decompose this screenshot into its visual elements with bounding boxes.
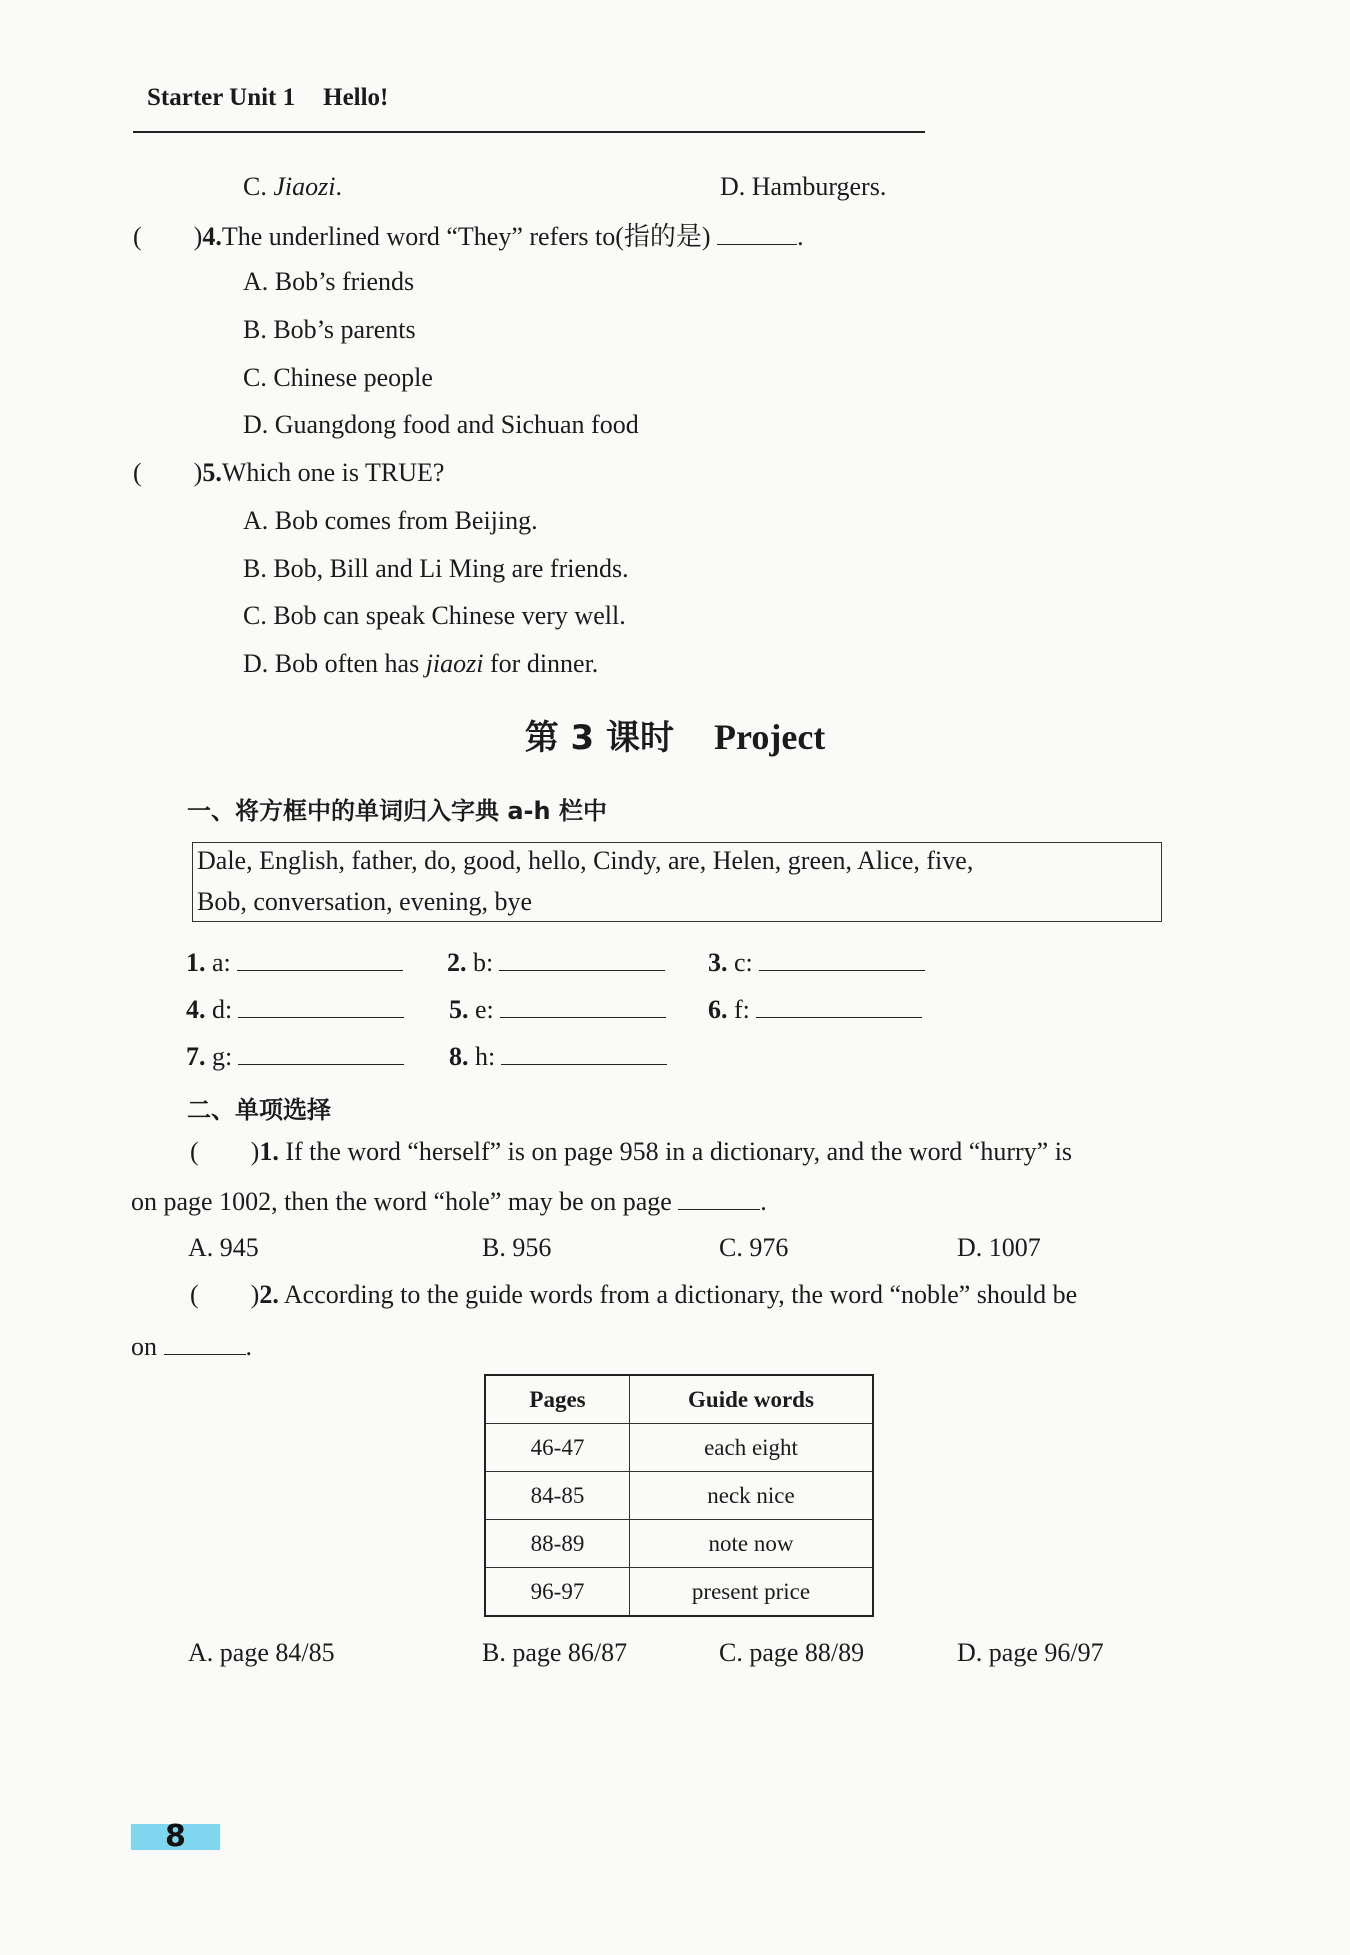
slot-e-blank[interactable] — [500, 997, 666, 1018]
slot-a — [186, 948, 403, 978]
p2-q1-number: 1. — [259, 1137, 279, 1166]
slot-f — [708, 995, 922, 1025]
page-number-badge — [131, 1819, 220, 1854]
q4-option-c: C. Chinese people — [243, 363, 433, 392]
table-header-guide-words: Guide words — [630, 1375, 874, 1424]
section-title-cn: 第 3 课时 — [524, 718, 675, 758]
slot-f-num: 6. — [708, 995, 728, 1024]
slot-f-blank[interactable] — [756, 997, 922, 1018]
slot-h-num: 8. — [449, 1042, 469, 1071]
section-title-en: Project — [714, 717, 826, 757]
table-header-row — [485, 1375, 873, 1424]
q4-answer-blank[interactable] — [717, 220, 797, 245]
p2-q1-end: . — [760, 1187, 767, 1216]
section-title — [0, 710, 1350, 759]
q5-answer-paren: ( ) — [133, 458, 203, 487]
part1-heading: 一、将方框中的单词归入字典 a-h 栏中 — [187, 797, 607, 825]
p2-q2-option-c: C. page 88/89 — [719, 1638, 865, 1667]
word-box-line-2: Bob, conversation, evening, bye — [197, 887, 533, 916]
p2-q1-answer-blank[interactable] — [678, 1185, 760, 1210]
p2-q1-option-c: C. 976 — [719, 1233, 789, 1262]
slot-b-num: 2. — [447, 948, 467, 977]
slot-a-blank[interactable] — [237, 950, 403, 971]
slot-a-num: 1. — [186, 948, 206, 977]
slot-d-blank[interactable] — [238, 997, 404, 1018]
table-cell-guide-words: each eight — [630, 1424, 874, 1472]
q5-stem: Which one is TRUE? — [221, 458, 445, 487]
p2-q2-paren: ( ) — [190, 1280, 260, 1309]
table-cell-guide-words: present price — [630, 1568, 874, 1617]
table-cell-pages: 88-89 — [485, 1520, 630, 1568]
p2-q2-number: 2. — [259, 1280, 279, 1309]
p2-q1-stem-2: on page 1002, then the word “hole” may be on page — [131, 1187, 672, 1216]
guide-words-table — [484, 1374, 874, 1617]
q5-option-c: C. Bob can speak Chinese very well. — [243, 601, 626, 630]
header-rule — [133, 131, 925, 133]
word-box — [192, 842, 1162, 922]
q5-option-d-post: for dinner. — [483, 649, 599, 678]
q5-question — [133, 458, 444, 488]
p2-q1-paren: ( ) — [190, 1137, 260, 1166]
q3-option-d: D. Hamburgers. — [720, 172, 887, 201]
slot-f-letter: f: — [734, 995, 750, 1024]
p2-q2-option-a: A. page 84/85 — [188, 1638, 335, 1667]
p2-q2-line1 — [190, 1280, 1077, 1310]
q4-answer-paren: ( ) — [133, 222, 203, 251]
q5-option-b: B. Bob, Bill and Li Ming are friends. — [243, 554, 629, 583]
p2-q1-option-d: D. 1007 — [957, 1233, 1041, 1262]
p2-q1-option-b: B. 956 — [482, 1233, 552, 1262]
q4-option-d: D. Guangdong food and Sichuan food — [243, 410, 639, 439]
q3-option-c — [243, 172, 342, 202]
table-cell-pages: 96-97 — [485, 1568, 630, 1617]
p2-q2-option-d: D. page 96/97 — [957, 1638, 1104, 1667]
slot-b-blank[interactable] — [499, 950, 665, 971]
slot-a-letter: a: — [212, 948, 231, 977]
p2-q2-answer-blank[interactable] — [164, 1330, 246, 1355]
slot-g — [186, 1042, 404, 1072]
q5-option-d-italic: jiaozi — [425, 649, 484, 678]
p2-q2-option-b: B. page 86/87 — [482, 1638, 628, 1667]
p2-q2-stem-1: According to the guide words from a dictionary, the word “noble” should be — [283, 1280, 1078, 1309]
slot-e-num: 5. — [449, 995, 469, 1024]
q4-stem: The underlined word “They” refers to(指的是) — [221, 222, 711, 251]
p2-q1-line2 — [131, 1185, 767, 1217]
header-unit: Starter Unit 1 — [147, 84, 296, 111]
table-row — [485, 1472, 873, 1520]
p2-q2-line2 — [131, 1330, 252, 1362]
q3-option-c-text: C. Jiaozi. — [243, 172, 342, 201]
slot-b — [447, 948, 665, 978]
slot-c-blank[interactable] — [759, 950, 925, 971]
slot-h-blank[interactable] — [501, 1044, 667, 1065]
slot-e-letter: e: — [475, 995, 494, 1024]
table-cell-pages: 84-85 — [485, 1472, 630, 1520]
slot-c-num: 3. — [708, 948, 728, 977]
slot-g-blank[interactable] — [238, 1044, 404, 1065]
p2-q1-line1 — [190, 1137, 1072, 1167]
q4-number: 4. — [202, 222, 222, 251]
slot-h — [449, 1042, 667, 1072]
q4-option-b: B. Bob’s parents — [243, 315, 416, 344]
q4-option-a: A. Bob’s friends — [243, 267, 415, 296]
slot-h-letter: h: — [475, 1042, 496, 1071]
page-number: 8 — [165, 1819, 186, 1854]
header-title: Hello! — [323, 84, 389, 111]
slot-d-letter: d: — [212, 995, 233, 1024]
slot-g-num: 7. — [186, 1042, 206, 1071]
p2-q2-end: . — [245, 1332, 252, 1361]
p2-q2-stem-2: on — [131, 1332, 157, 1361]
table-cell-guide-words: note now — [630, 1520, 874, 1568]
q4-end: . — [797, 222, 804, 251]
table-row — [485, 1424, 873, 1472]
word-box-line-1: Dale, English, father, do, good, hello, Cindy, are, Helen, green, Alice, five, — [197, 846, 974, 875]
p2-q1-stem-1: If the word “herself” is on page 958 in a dictionary, and the word “hurry” is — [285, 1137, 1073, 1166]
slot-c — [708, 948, 925, 978]
slot-d-num: 4. — [186, 995, 206, 1024]
slot-e — [449, 995, 666, 1025]
slot-b-letter: b: — [473, 948, 494, 977]
part2-heading: 二、单项选择 — [187, 1096, 331, 1124]
q5-option-a: A. Bob comes from Beijing. — [243, 506, 538, 535]
q5-option-d-pre: D. Bob often has — [243, 649, 426, 678]
running-header — [147, 84, 416, 112]
table-header-pages: Pages — [485, 1375, 630, 1424]
table-row — [485, 1520, 873, 1568]
q5-option-d — [243, 649, 598, 679]
slot-c-letter: c: — [734, 948, 753, 977]
slot-g-letter: g: — [212, 1042, 233, 1071]
q5-number: 5. — [202, 458, 222, 487]
slot-d — [186, 995, 404, 1025]
table-cell-guide-words: neck nice — [630, 1472, 874, 1520]
p2-q1-option-a: A. 945 — [188, 1233, 259, 1262]
q4-question — [133, 220, 804, 252]
table-row — [485, 1568, 873, 1617]
table-cell-pages: 46-47 — [485, 1424, 630, 1472]
